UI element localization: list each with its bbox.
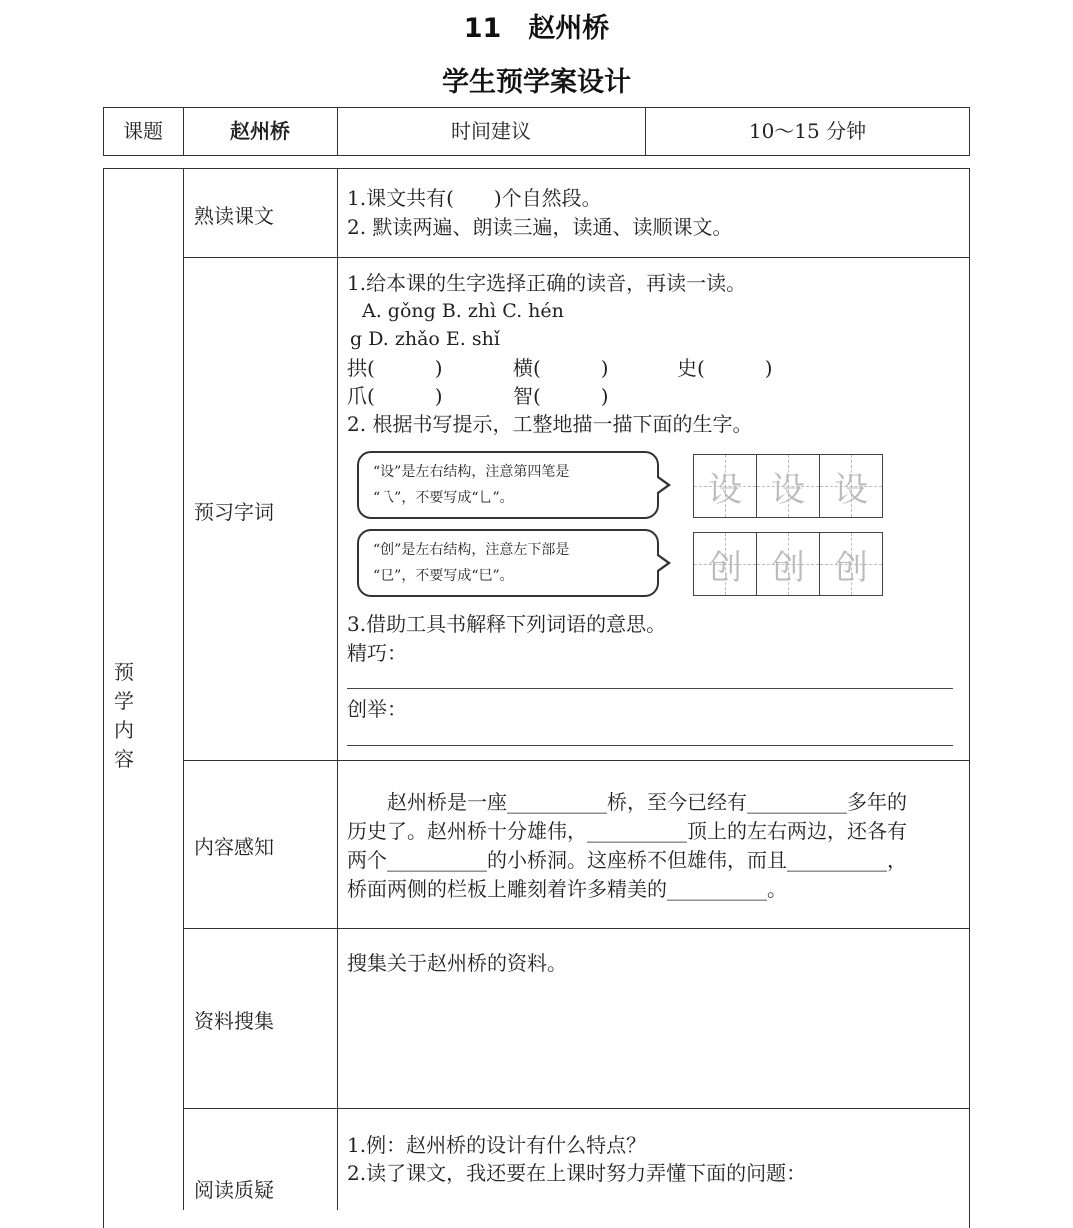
fill-shi: 史( ) (677, 356, 773, 380)
time-label: 时间建议 (451, 119, 531, 143)
tip-she-line-1: “设”是左右结构，注意第四笔是 (373, 464, 570, 480)
word-jingqiao: 精巧： (347, 641, 407, 665)
row-label-research: 资料搜集 (194, 1009, 274, 1033)
topic-value: 赵州桥 (230, 119, 290, 143)
questions-line-2: 2.读了课文，我还要在上课时努力弄懂下面的问题： (347, 1161, 807, 1185)
content-line-1: 赵州桥是一座__________桥，至今已经有__________多年的 (347, 790, 907, 814)
research-text: 搜集关于赵州桥的资料。 (347, 951, 567, 975)
reading-line-2: 2. 默读两遍、朗读三遍，读通、读顺课文。 (347, 215, 733, 239)
trace-square[interactable]: 设 (694, 455, 757, 517)
time-value: 10～15 分钟 (748, 119, 867, 143)
fill-heng: 横( ) (513, 356, 609, 380)
section-label: 预学内容 (114, 660, 134, 771)
characters-question-2: 2. 根据书写提示，工整地描一描下面的生字。 (347, 412, 753, 436)
characters-question-1: 1.给本课的生字选择正确的读音，再读一读。 (347, 271, 747, 295)
pinyin-options-2: g D. zhǎo E. shǐ (350, 328, 500, 350)
reading-line-1: 1.课文共有( )个自然段。 (347, 186, 602, 210)
writing-tip-chuang (357, 529, 659, 597)
tracing-grid-chuang (693, 532, 883, 596)
tip-chuang-line-1: “创”是左右结构，注意左下部是 (373, 542, 570, 558)
tip-she-line-2: “乁”，不要写成“乚”。 (373, 490, 514, 506)
writing-tip-she (357, 451, 659, 519)
content-line-2: 历史了。赵州桥十分雄伟，__________顶上的左右两边，还各有 (347, 819, 907, 843)
lesson-title: 11 赵州桥 (463, 13, 610, 44)
content-line-4: 桥面两侧的栏板上雕刻着许多精美的__________。 (347, 877, 787, 901)
fill-gong: 拱( ) (347, 356, 443, 380)
row-label-content: 内容感知 (194, 835, 274, 859)
characters-question-3: 3.借助工具书解释下列词语的意思。 (347, 612, 667, 636)
answer-line-chuangju[interactable] (347, 745, 953, 746)
row-label-questions: 阅读质疑 (194, 1178, 274, 1202)
main-table (103, 168, 970, 1228)
row-label-characters: 预习字词 (194, 500, 274, 524)
row-label-reading: 熟读课文 (194, 204, 274, 228)
trace-square[interactable]: 设 (820, 455, 882, 517)
word-chuangju: 创举： (347, 697, 407, 721)
trace-square[interactable]: 创 (820, 533, 882, 595)
trace-square[interactable]: 创 (757, 533, 820, 595)
tracing-grid-she (693, 454, 883, 518)
topic-label: 课题 (123, 119, 163, 143)
trace-square[interactable]: 设 (757, 455, 820, 517)
questions-line-1: 1.例：赵州桥的设计有什么特点？ (347, 1133, 647, 1157)
fill-zhao: 爪( ) (347, 384, 443, 408)
fill-zhi: 智( ) (513, 384, 609, 408)
content-line-3: 两个__________的小桥洞。这座桥不但雄伟，而且__________， (347, 848, 907, 872)
pinyin-options-1: A. gǒng B. zhì C. hén (362, 300, 564, 322)
trace-square[interactable]: 创 (694, 533, 757, 595)
answer-line-jingqiao[interactable] (347, 688, 953, 689)
tip-chuang-line-2: “㔾”，不要写成“巳”。 (373, 568, 514, 584)
document-title: 学生预学案设计 (442, 67, 631, 98)
